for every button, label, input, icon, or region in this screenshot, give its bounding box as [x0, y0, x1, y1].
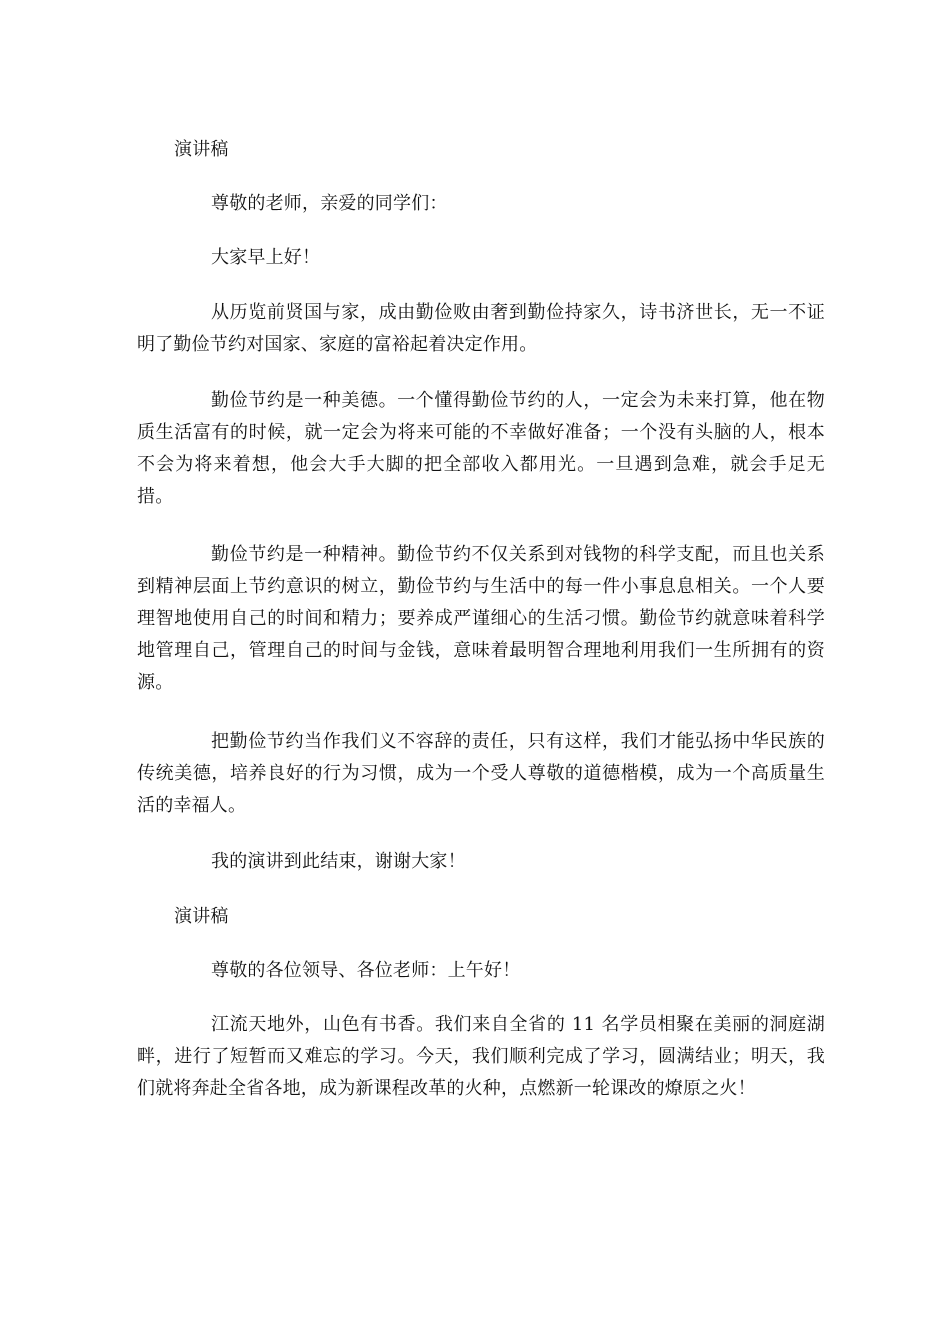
paragraph-frugality-virtue: 勤俭节约是一种美德。一个懂得勤俭节约的人，一定会为未来打算，他在物质生活富有的时候，就一定会为将来可能的不幸做好准备；一个没有头脑的人，根本不会为将来着想，他会大手大脚的把全部收入都用光。一旦遇到急难，就会手足无措。	[137, 390, 825, 507]
paragraph-frugality-responsibility: 把勤俭节约当作我们义不容辞的责任，只有这样，我们才能弘扬中华民族的传统美德，培养良好的行为习惯，成为一个受人尊敬的道德楷模，成为一个高质量生活的幸福人。	[137, 731, 825, 816]
paragraph-frugality-spirit: 勤俭节约是一种精神。勤俭节约不仅关系到对钱物的科学支配，而且也关系到精神层面上节约意识的树立，勤俭节约与生活中的每一件小事息息相关。一个人要理智地使用自己的时间和精力；要养成严谨细心的生活刁惯。勤俭节约就意味着科学地管理自己，管理自己的时间与金钱，意味着最明智合理地利用我们一生所拥有的资源。	[137, 544, 825, 693]
salutation-2: 尊敬的各位领导、各位老师：上午好！	[211, 960, 521, 981]
paragraph-frugality-history: 从历览前贤国与家，成由勤俭败由奢到勤俭持家久，诗书济世长，无一不证明了勤俭节约对国家、家庭的富裕起着决定作用。	[137, 302, 825, 355]
greeting: 大家早上好！	[211, 247, 321, 268]
paragraph-graduation: 江流天地外，山色有书香。我们来自全省的 11 名学员相聚在美丽的洞庭湖畔，进行了短暂而又难忘的学习。今天，我们顺利完成了学习，圆满结业；明天，我们就将奔赴全省各地，成为新课程改革的火种，点燃新一轮课改的燎原之火！	[137, 1014, 825, 1099]
speech-title: 演讲稿	[174, 139, 229, 160]
speech-title-2: 演讲稿	[174, 906, 229, 927]
closing-line: 我的演讲到此结束，谢谢大家！	[211, 851, 466, 872]
salutation: 尊敬的老师，亲爱的同学们：	[211, 193, 448, 214]
